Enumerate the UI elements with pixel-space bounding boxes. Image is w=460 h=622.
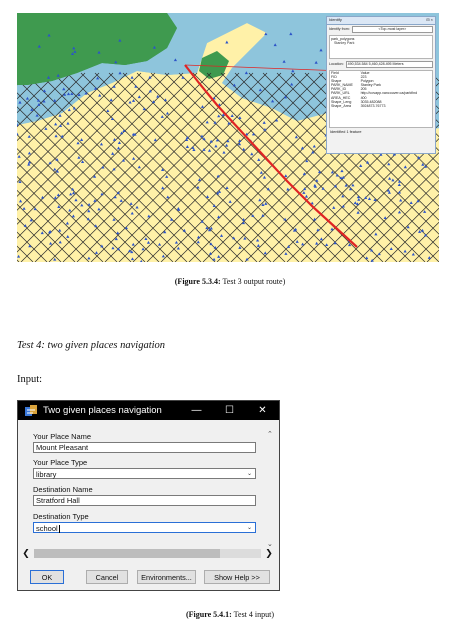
identify-window-controls[interactable]: ⊟ × bbox=[426, 17, 433, 23]
tree-feature-item[interactable]: Stanley Park bbox=[334, 41, 355, 46]
identify-from-row bbox=[327, 25, 435, 34]
identify-status: Identified 1 feature bbox=[330, 130, 362, 134]
destination-type-value: school bbox=[36, 524, 58, 533]
destination-type-select[interactable] bbox=[33, 522, 256, 533]
tree-layer-item[interactable]: park_polygons bbox=[331, 37, 355, 41]
table-row[interactable] bbox=[330, 104, 432, 108]
field-cell: Shape_Area bbox=[331, 103, 351, 108]
scroll-right-icon[interactable]: ❯ bbox=[265, 547, 273, 558]
table-row[interactable] bbox=[330, 91, 432, 95]
your-place-type-select[interactable] bbox=[33, 468, 256, 479]
column-header: Field bbox=[331, 71, 339, 75]
value-cell: Stanley Park bbox=[360, 83, 381, 88]
field-cell: FID bbox=[331, 75, 337, 80]
column-header: Value bbox=[360, 71, 370, 75]
navigation-dialog bbox=[17, 400, 280, 591]
caption-label: (Figure 5.3.4: bbox=[174, 277, 221, 286]
your-place-name-input[interactable] bbox=[33, 442, 256, 453]
chevron-down-icon: ⌄ bbox=[246, 471, 252, 477]
figure-caption-5-3-4 bbox=[0, 277, 460, 286]
identify-location-label: Location: bbox=[329, 62, 344, 67]
toolbox-tool-icon bbox=[24, 404, 38, 418]
maximize-button[interactable]: ☐ bbox=[225, 405, 234, 416]
caption-text: Test 4 input) bbox=[231, 610, 275, 619]
minimize-button[interactable]: — bbox=[191, 405, 202, 416]
caption-label: (Figure 5.4.1: bbox=[185, 610, 232, 619]
scroll-track[interactable] bbox=[34, 549, 261, 558]
destination-name-input[interactable] bbox=[33, 495, 256, 506]
value-cell: http://covapp.vancouver.ca/parkfind bbox=[360, 91, 418, 96]
identify-results-tree bbox=[329, 35, 433, 59]
identify-window bbox=[326, 16, 436, 154]
horizontal-scrollbar[interactable] bbox=[21, 547, 274, 559]
section-heading: Test 4: two given places navigation bbox=[17, 340, 166, 351]
scroll-up-icon[interactable]: ⌃ bbox=[267, 431, 273, 438]
show-help-button[interactable]: Show Help >> bbox=[204, 570, 270, 584]
destination-type-value-wrap bbox=[36, 523, 60, 532]
chevron-down-icon: ⌄ bbox=[246, 525, 252, 531]
dialog-titlebar[interactable] bbox=[18, 401, 279, 420]
your-place-type-value: library bbox=[36, 470, 57, 479]
input-label: Input: bbox=[17, 374, 43, 385]
identify-from-label: Identify from: bbox=[329, 27, 350, 32]
your-place-type-label: Your Place Type bbox=[33, 458, 88, 467]
environments-button[interactable]: Environments... bbox=[137, 570, 196, 584]
scroll-thumb[interactable] bbox=[34, 549, 220, 558]
dialog-title: Two given places navigation bbox=[43, 405, 162, 416]
identify-attribute-table bbox=[329, 70, 433, 128]
vertical-scrollbar[interactable] bbox=[264, 424, 276, 552]
value-cell: 205 bbox=[360, 87, 367, 92]
parameters-pane bbox=[21, 424, 276, 562]
identify-location-value: 490,534.584 5,460,428.495 Meters bbox=[346, 61, 433, 68]
ok-button[interactable]: OK bbox=[30, 570, 64, 584]
field-cell: PARK_NAME bbox=[331, 83, 353, 88]
identify-titlebar bbox=[327, 17, 435, 25]
value-cell: Polygon bbox=[360, 79, 374, 84]
figure-caption-5-4-1 bbox=[0, 610, 460, 619]
close-button[interactable]: ✕ bbox=[258, 405, 267, 416]
text-caret bbox=[59, 525, 60, 533]
destination-name-label: Destination Name bbox=[33, 485, 93, 494]
value-cell: 3924873.76773 bbox=[360, 103, 386, 108]
your-place-name-label: Your Place Name bbox=[33, 432, 92, 441]
identify-from-dropdown[interactable]: <Top-most layer> bbox=[352, 26, 433, 33]
identify-title: Identify bbox=[329, 17, 342, 23]
destination-type-label: Destination Type bbox=[33, 512, 89, 521]
field-cell: Shape_Leng bbox=[331, 99, 352, 104]
identify-location-row bbox=[327, 60, 435, 69]
scroll-down-icon[interactable]: ⌄ bbox=[267, 541, 273, 548]
caption-text: Test 3 output route) bbox=[220, 277, 286, 286]
field-cell: PARK_URL bbox=[331, 91, 350, 96]
cancel-button[interactable]: Cancel bbox=[86, 570, 128, 584]
value-cell: 400 bbox=[360, 95, 367, 100]
value-cell: 3035.482088 bbox=[360, 99, 382, 104]
field-cell: PARK_ID bbox=[331, 87, 347, 92]
field-cell: AREA_HEC bbox=[331, 95, 351, 100]
value-cell: 223 bbox=[360, 75, 367, 80]
scroll-left-icon[interactable]: ❮ bbox=[22, 547, 30, 558]
field-cell: Shape bbox=[331, 79, 342, 84]
